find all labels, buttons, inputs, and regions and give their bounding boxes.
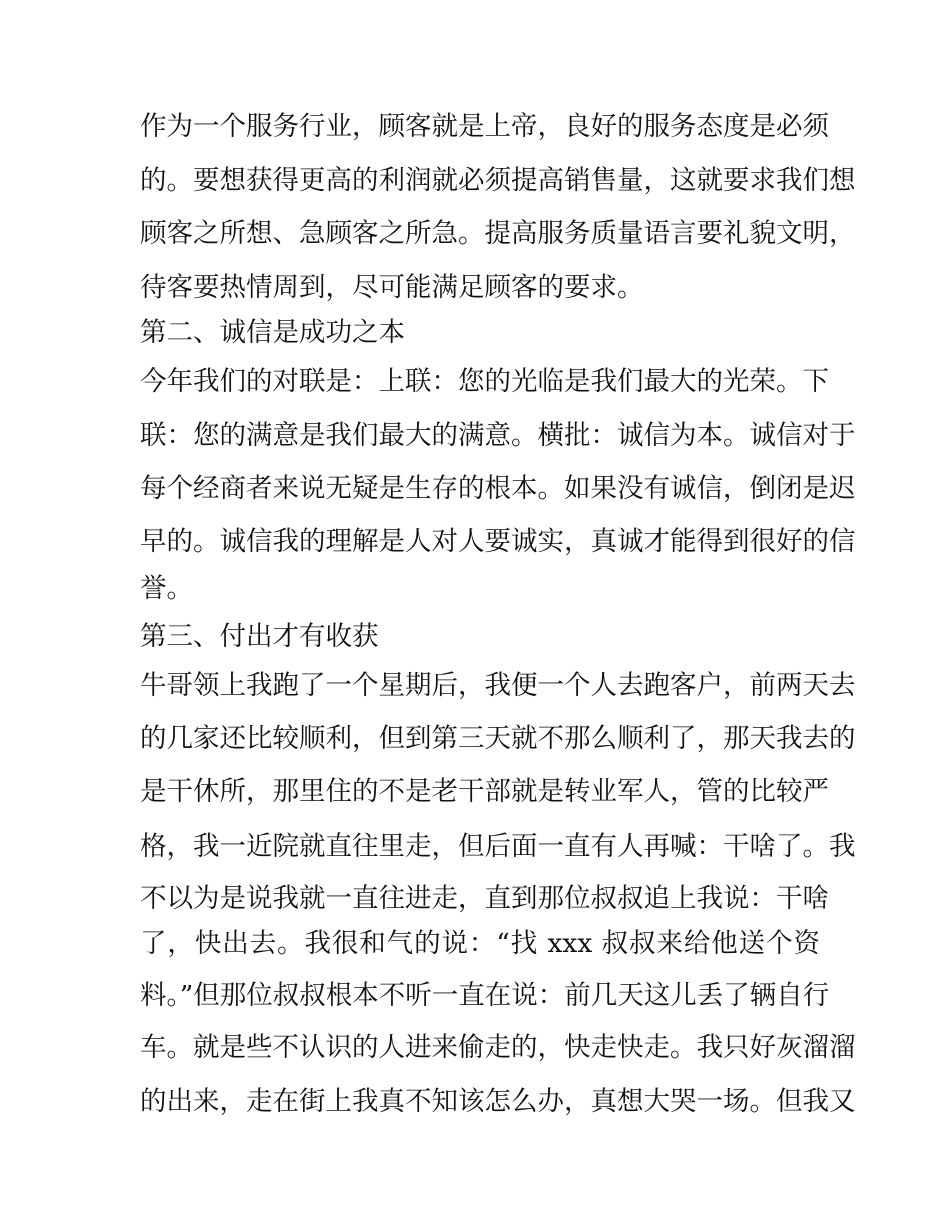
text-line: 誉。 — [140, 573, 193, 604]
text-line: 的出来，走在街上我真不知该怎么办，真想大哭一场。但我又 — [140, 1086, 856, 1117]
text-line: 待客要热情周到，尽可能满足顾客的要求。 — [140, 272, 644, 303]
text-line: 今年我们的对联是：上联：您的光临是我们最大的光荣。下 — [140, 366, 829, 397]
text-line: 顾客之所想、急顾客之所急。提高服务质量语言要礼貌文明， — [140, 218, 856, 249]
text-line: 车。就是些不认识的人进来偷走的，快走快走。我只好灰溜溜 — [140, 1032, 856, 1063]
section-heading: 第三、付出才有收获 — [140, 621, 379, 652]
text-line: 是干休所，那里住的不是老干部就是转业军人，管的比较严 — [140, 776, 829, 807]
text-line: 了，快出去。我很和气的说：“找 xxx 叔叔来给他送个资 — [140, 928, 820, 959]
text-line: 料。”但那位叔叔根本不听一直在说：前几天这儿丢了辆自行 — [140, 980, 830, 1011]
text-line: 牛哥领上我跑了一个星期后，我便一个人去跑客户，前两天去 — [140, 670, 856, 701]
text-line: 不以为是说我就一直往进走，直到那位叔叔追上我说：干啥 — [140, 883, 829, 914]
text-line: 格，我一近院就直往里走，但后面一直有人再喊：干啥了。我 — [140, 831, 856, 862]
text-line: 作为一个服务行业，顾客就是上帝，良好的服务态度是必须 — [140, 111, 829, 142]
text-line: 每个经商者来说无疑是生存的根本。如果没有诚信，倒闭是迟 — [140, 473, 856, 504]
text-line: 早的。诚信我的理解是人对人要诚实，真诚才能得到很好的信 — [140, 526, 856, 557]
text-line: 联：您的满意是我们最大的满意。横批：诚信为本。诚信对于 — [140, 420, 856, 451]
text-line: 的。要想获得更高的利润就必须提高销售量，这就要求我们想 — [140, 165, 856, 196]
text-line: 的几家还比较顺利，但到第三天就不那么顺利了，那天我去的 — [140, 723, 856, 754]
section-heading: 第二、诚信是成功之本 — [140, 317, 405, 348]
